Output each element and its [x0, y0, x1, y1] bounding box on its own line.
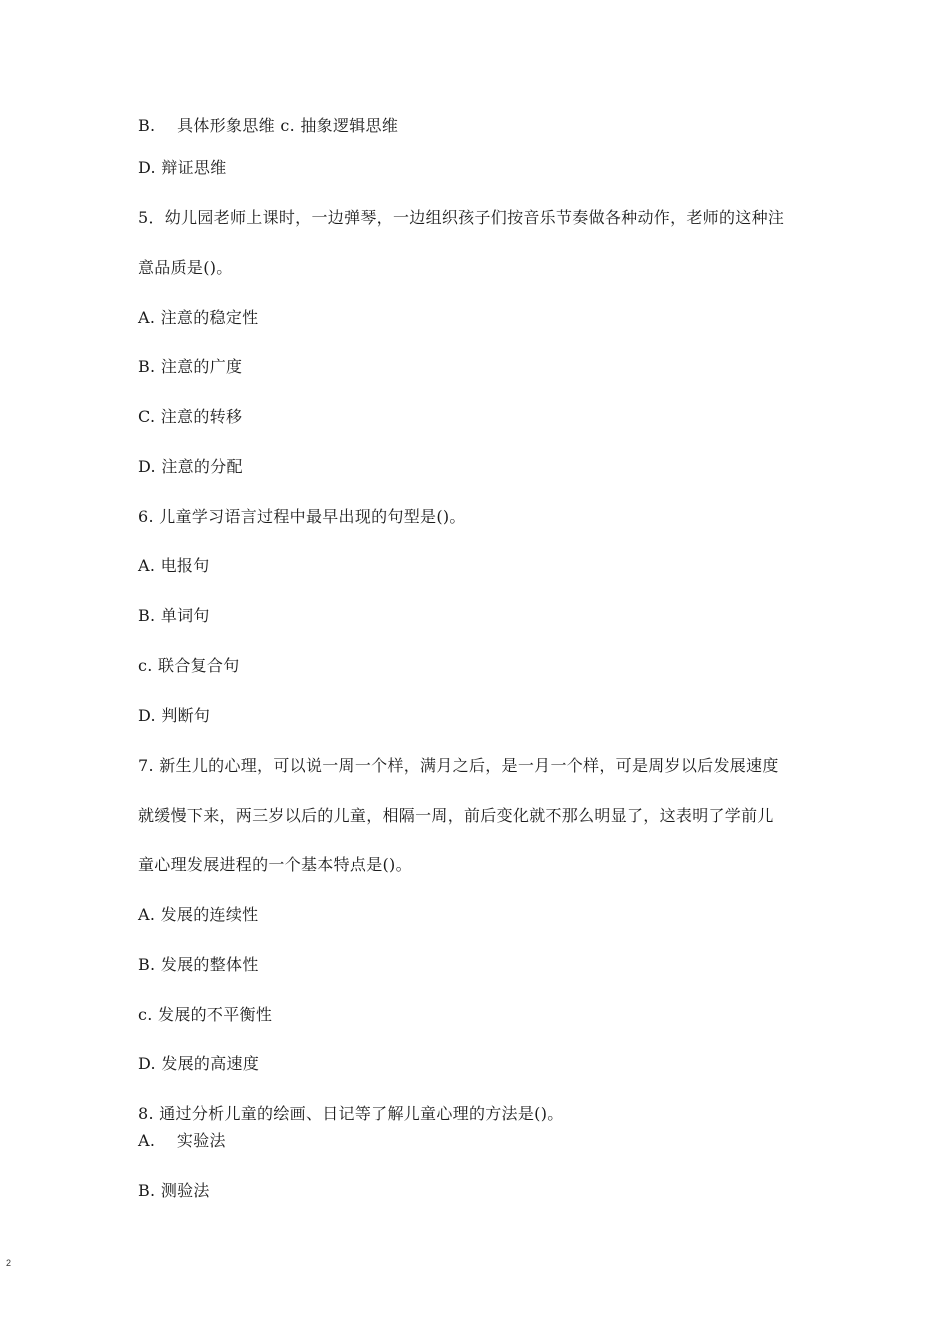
question-7-option-c: c. 发展的不平衡性 [138, 1005, 273, 1024]
question-5-option-b: B. 注意的广度 [138, 357, 243, 376]
question-5-line-1: 5．幼儿园老师上课时，一边弹琴，一边组织孩子们按音乐节奏做各种动作，老师的这种注 [138, 208, 785, 227]
question-7-line-2: 就缓慢下来，两三岁以后的儿童，相隔一周，前后变化就不那么明显了，这表明了学前儿 [138, 806, 774, 825]
question-6-option-c: c. 联合复合句 [138, 656, 240, 675]
question-5-option-c: C. 注意的转移 [138, 407, 243, 426]
question-7-option-b: B. 发展的整体性 [138, 955, 259, 974]
page-number: 2 [6, 1258, 12, 1268]
question-6-option-a: A. 电报句 [138, 556, 210, 575]
question-6-option-d: D. 判断句 [138, 706, 211, 725]
question-5-line-2: 意品质是()。 [138, 258, 233, 277]
question-6-option-b: B. 单词句 [138, 606, 210, 625]
question-8-option-b: B. 测验法 [138, 1181, 210, 1200]
question-8-option-a: A. 实验法 [138, 1131, 226, 1150]
question-7-option-d: D. 发展的高速度 [138, 1054, 260, 1073]
question-7-line-3: 童心理发展进程的一个基本特点是()。 [138, 855, 412, 874]
question-5-option-a: A. 注意的稳定性 [138, 308, 259, 327]
question-7-line-1: 7. 新生儿的心理，可以说一周一个样，满月之后，是一月一个样，可是周岁以后发展速度 [138, 756, 779, 775]
question-5-option-d: D. 注意的分配 [138, 457, 243, 476]
question-7-option-a: A. 发展的连续性 [138, 905, 259, 924]
question-6-line-1: 6. 儿童学习语言过程中最早出现的句型是()。 [138, 507, 466, 526]
text-line-option-b: B. 具体形象思维 c. 抽象逻辑思维 [138, 116, 399, 135]
text-line-option-d: D. 辩证思维 [138, 158, 227, 177]
question-8-line-1: 8. 通过分析儿童的绘画、日记等了解儿童心理的方法是()。 [138, 1104, 564, 1123]
